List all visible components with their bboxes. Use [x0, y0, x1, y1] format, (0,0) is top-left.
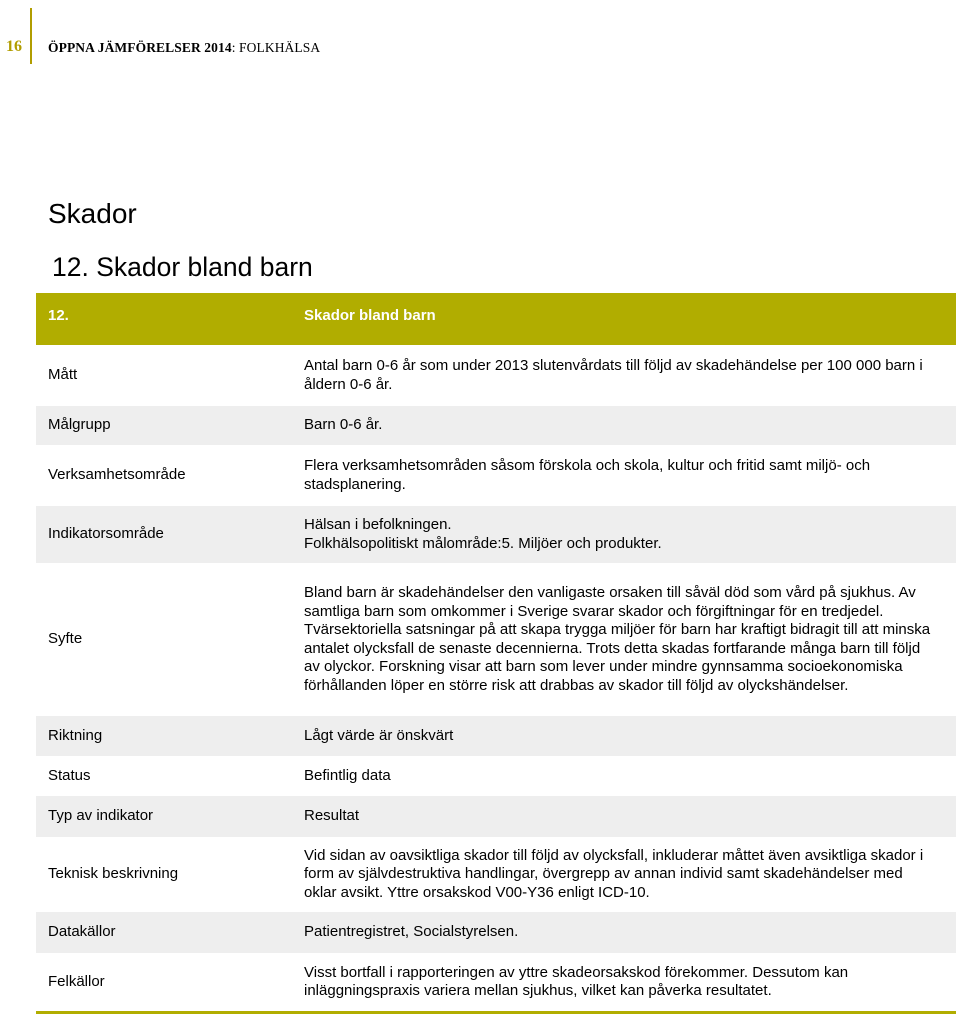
indicator-title: 12. Skador bland barn — [52, 252, 313, 282]
row-value-line: Visst bortfall i rapporteringen av yttre skadeorsakskod förekommer. Dessutom kan inläggningspraxis variera mellan sjukhus, vilket kan påverka resultatet. — [304, 963, 849, 999]
row-value — [304, 964, 956, 1001]
row-value — [304, 727, 956, 746]
row-value-line: Hälsan i befolkningen. — [304, 516, 452, 533]
table-row-typ-av-indikator — [36, 796, 956, 837]
row-value-line: Flera verksamhetsområden såsom förskola och skola, kultur och fritid samt miljö- och stadsplanering. — [304, 457, 871, 493]
table-header — [36, 293, 956, 345]
row-label: Målgrupp — [48, 416, 111, 434]
row-value — [304, 357, 956, 394]
page-number: 16 — [6, 38, 22, 55]
row-value — [304, 516, 956, 553]
table-row-status — [36, 756, 956, 796]
row-value — [304, 416, 956, 435]
row-value-line: Vid sidan av oavsiktliga skador till följd av olycksfall, inkluderar måttet även avsiktliga skador i form av självdestruktiva handlingar, övergrepp av annan individ samt skadehändelser med oklar avsikt. Yttre orsakskod V00-Y36 enligt ICD-10. — [304, 846, 924, 901]
table-row-syfte — [36, 563, 956, 716]
header-divider — [30, 8, 32, 64]
row-label: Indikatorsområde — [48, 525, 164, 543]
row-label: Verksamhetsområde — [48, 466, 186, 484]
row-value-line: Lågt värde är önskvärt — [304, 726, 454, 744]
row-value — [304, 847, 956, 903]
row-value — [304, 807, 956, 826]
row-value-line: Antal barn 0-6 år som under 2013 slutenvårdats till följd av skadehändelse per 100 000 barn i åldern 0-6 år. — [304, 357, 923, 393]
row-label: Teknisk beskrivning — [48, 865, 179, 883]
row-label: Felkällor — [48, 972, 105, 990]
row-value-line: Resultat — [304, 807, 360, 825]
table-row-felkallor — [36, 953, 956, 1011]
table-header-number: 12. — [48, 307, 69, 324]
row-label: Mått — [48, 366, 78, 384]
row-value-line: Barn 0-6 år. — [304, 416, 383, 434]
table-row-verksamhetsomrade — [36, 445, 956, 506]
row-label: Typ av indikator — [48, 807, 154, 825]
table-row-riktning — [36, 716, 956, 756]
table-row-datakallor — [36, 912, 956, 953]
table-row-matt — [36, 345, 956, 406]
table-row-teknisk-beskrivning — [36, 837, 956, 912]
row-value-line: Folkhälsopolitiskt målområde:5. Miljöer och produkter. — [304, 534, 662, 552]
running-header — [48, 40, 320, 56]
table-row-malgrupp — [36, 406, 956, 445]
section-title: Skador — [48, 198, 137, 229]
row-label: Status — [48, 766, 91, 784]
row-value — [304, 457, 956, 494]
table-bottom-rule — [36, 1011, 956, 1014]
page-header — [0, 0, 960, 66]
row-label: Datakällor — [48, 923, 116, 941]
row-label: Syfte — [48, 630, 83, 648]
row-value — [304, 767, 956, 786]
table-header-title: Skador bland barn — [304, 307, 436, 324]
row-value-line: Patientregistret, Socialstyrelsen. — [304, 923, 519, 941]
indicator-table — [36, 293, 956, 1014]
table-row-indikatorsomrade — [36, 506, 956, 563]
running-header-bold: ÖPPNA JÄMFÖRELSER 2014 — [48, 40, 232, 55]
row-value-line: Bland barn är skadehändelser den vanligaste orsaken till såväl död som vård på sjukhus. Av samtliga barn som omkommer i Sverige svarar skador och förgiftningar för en tredjedel. Tvärsektoriella satsningar på att skapa trygga miljöer för barn har kraftigt bidragit till att minska antalet olycksfall de senaste decennierna. Trots detta skadas fortfarande många barn till följd av olyckor. Forskning visar att barn som lever under mindre gynnsamma socioekonomiska förhållanden löper en större risk att drabbas av skador till följd av olyckshändelser. — [304, 584, 931, 694]
running-header-rest: : FOLKHÄLSA — [231, 40, 321, 55]
row-value-line: Befintlig data — [304, 766, 391, 784]
row-label: Riktning — [48, 726, 103, 744]
row-value — [304, 923, 956, 942]
row-value — [304, 584, 956, 695]
